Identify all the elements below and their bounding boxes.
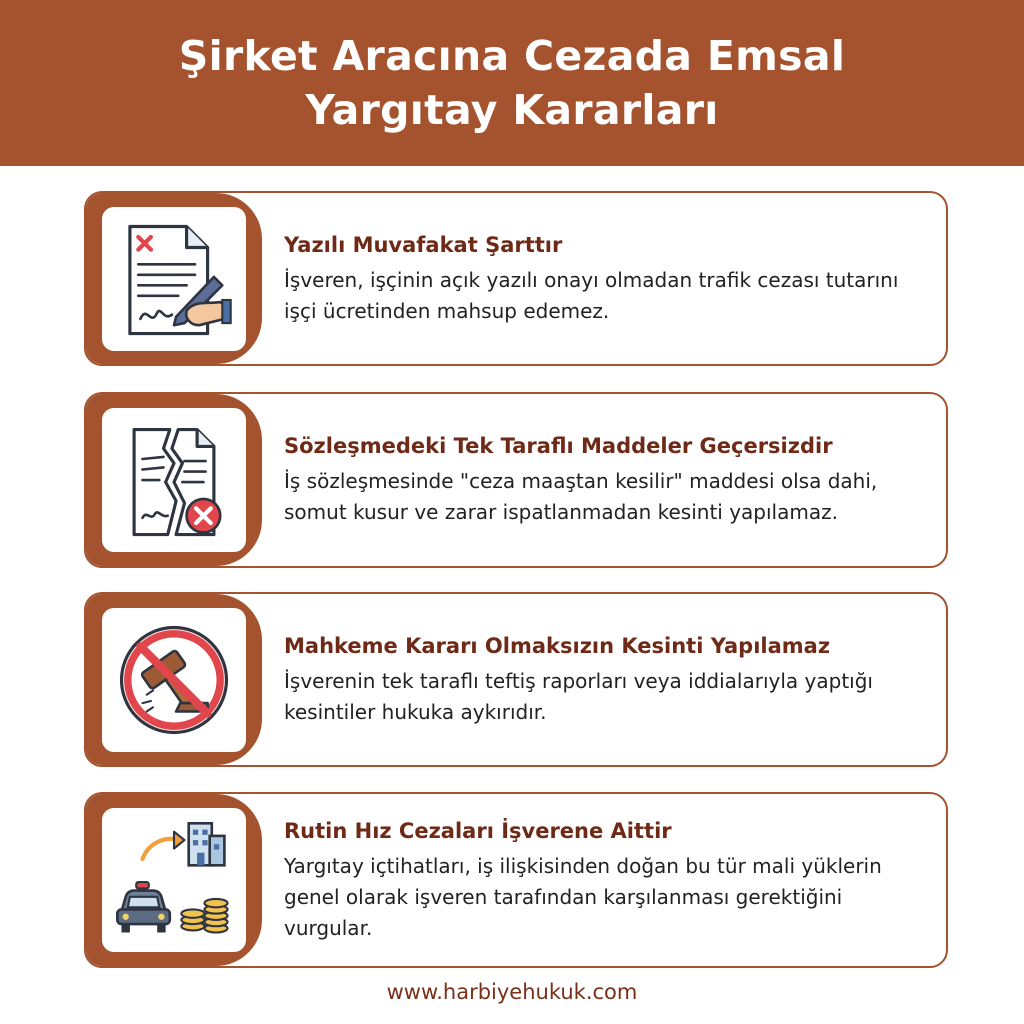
- info-card-written-consent: [84, 191, 948, 366]
- card-text: [284, 394, 930, 566]
- signing-document-icon: [111, 216, 237, 342]
- page-title-line-2: Yargıtay Kararları: [305, 86, 719, 134]
- card-text: [284, 193, 930, 364]
- card-body: Yargıtay içtihatları, iş ilişkisinden doğan bu tür mali yüklerin genel olarak işveren tarafından karşılanması gerektiğini vurgular.: [284, 853, 882, 940]
- card-text: [284, 794, 930, 966]
- page-title-line-1: Şirket Aracına Cezada Emsal: [178, 32, 846, 80]
- icon-panel: [86, 193, 262, 364]
- icon-box: [102, 408, 246, 552]
- info-card-speed-fines: [84, 792, 948, 968]
- info-card-unilateral-clauses: [84, 392, 948, 568]
- icon-box: [102, 808, 246, 952]
- card-heading: Mahkeme Kararı Olmaksızın Kesinti Yapılamaz: [284, 633, 831, 658]
- icon-panel: [86, 594, 262, 765]
- card-body: İş sözleşmesinde "ceza maaştan kesilir" maddesi olsa dahi, somut kusur ve zarar ispatlanmadan kesinti yapılamaz.: [284, 469, 878, 524]
- card-body: İşverenin tek taraflı teftiş raporları veya iddialarıyla yaptığı kesintiler hukuka aykırıdır.: [284, 668, 873, 724]
- info-card-court-decision: [84, 592, 948, 767]
- card-body: İşveren, işçinin açık yazılı onayı olmadan trafik cezası tutarını işçi ücretinden mahsup edemez.: [284, 267, 899, 323]
- car-to-company-icon: [111, 817, 237, 943]
- no-gavel-icon: [111, 617, 237, 743]
- icon-box: [102, 207, 246, 351]
- torn-contract-icon: [111, 417, 237, 543]
- icon-box: [102, 608, 246, 752]
- icon-panel: [86, 794, 262, 966]
- header-banner: [0, 0, 1024, 166]
- icon-panel: [86, 394, 262, 566]
- website-link[interactable]: www.harbiyehukuk.com: [386, 980, 638, 1004]
- card-heading: Rutin Hız Cezaları İşverene Aittir: [284, 818, 672, 843]
- card-text: [284, 594, 930, 765]
- card-heading: Sözleşmedeki Tek Taraflı Maddeler Geçersizdir: [284, 434, 833, 458]
- card-heading: Yazılı Muvafakat Şarttır: [284, 232, 563, 257]
